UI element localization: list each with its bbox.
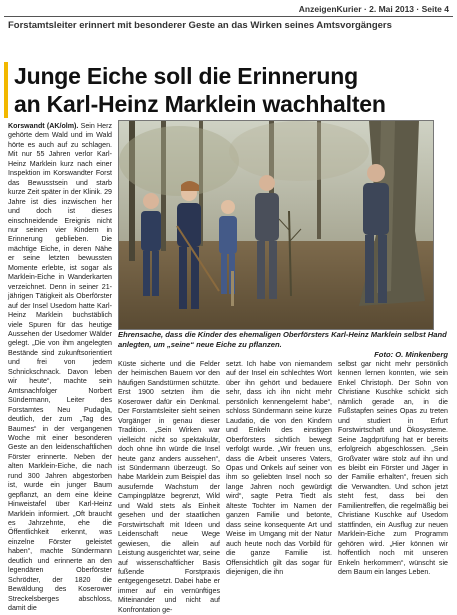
article-column-1 [8,122,112,613]
forest-tree-planting-image [119,121,433,329]
article-column-4 [338,360,448,592]
article-column-2 [118,360,220,614]
headline-block [4,62,452,120]
dateline: Korswandt (AK/olm). [8,122,79,130]
column-4-text: selbst gar nicht mehr persönlich kennen lernen konnten, wie sein Enkel Christoph. Der Sohn von Christiane Kuschke schickt sich nämlich gerade an, in die Fußstapfen seines Opas zu treten und studiert in Erfurt Forstwirtschaft und Ökosysteme. Seine Jagdprüfung hat er bereits erfolgreich abgeschlossen. „Sein Großvater wäre stolz auf ihn und es bleibt ein Förster und Jäger in der Familie erhalten“, freuen sich die Verwandten. Und schon jetzt steht fest, dass bei den Familientreffen, die regelmäßig bei Christiane Kuschke auf Usedom stattfinden, ein Ausflug zur neuen Marklein-Eiche zum Programm gehören wird. „Hier können wir hoffentlich noch mit unseren Enkeln herkommen“, wünscht sie dem Baum ein langes Leben. [338,360,448,576]
headline-line-2: an Karl-Heinz Marklein wachhalten [14,91,386,117]
article-column-3 [226,360,332,592]
photo-caption [118,330,448,360]
column-2-text: Küste sicherte und die Felder der heimischen Bauern vor den häufigen Sandstürmen schützte. Erst 1900 setzten ihm die Koserower dafür ein Denkmal. Der Forstamtsleiter sieht seinen Vorgänger in genau dieser Tradition. „Sein Wirken war vielleicht nicht so spektakulär, doch ohne ihn würde die Insel heute ganz anders aussehen“, ist Sündermann überzeugt. So habe Marklein zum Beispiel das ausufernde Wachstum der Campingplätze begrenzt, Wild und Wald stets als Einheit gesehen und der staatlichen Forstwirtschaft mit Ideen und Leidenschaft neue Wege gewiesen, die allein auf Leistung ausgerichtet war, seine auf wissenschaftlicher Basis fußende Forstpraxis entgegengesetzt. Dabei habe er immer auf ein vernünftiges Miteinander und nicht auf Konfrontation ge- [118,360,220,614]
caption-text: Ehrensache, dass die Kinder des ehemaligen Oberförsters Karl-Heinz Marklein selbst Hand anlegten, um „seine“ neue Eiche zu pflanzen. [118,330,447,349]
column-1-text: Sein Herz gehörte dem Wald und im Wald hörte es auch auf zu schlagen. Mit nur 55 Jahren verlor Karl-Heinz Marklein kurz nach einer Inspektion im Korswandter Forst das Bewusstsein und starb kurze Zeit später in der Klinik. 29 Jahre ist dies inzwischen her und doch ist dieses einschneidende Ereignis nicht nur seinen vier Kindern in Erinnerung geblieben. Die mächtige Eiche, in deren Nähe er seine letzten bewussten Momente erlebte, ist sogar als Marklein-Eiche in Wanderkarten verzeichnet. Denn in seiner 21-jährigen Tätigkeit als Oberförster auf der Insel Usedom hatte Karl-Heinz Marklein buchstäblich viele Spuren für das heutige Aussehen der Usedomer Wälder gelegt. „Die von ihm angelegten Bestände sind zukunftsorientiert und frei von jedem Schnickschnack. Davon leben wir heute“, machte sein Amtsnachfolger Norbert Sündermann, Leiter des Forstamtes Neu Pudagla, deutlich, der zum „Tag des Baumes“ in der vergangenen Woche mit einer besonderen Geste an den leidenschaftlichen Förster erinnerte. Neben der alten Marklein-Eiche, die nach rund 300 Jahren abgestorben ist, wurde ein junger Baum gepflanzt, an dem eine kleine Hinweistafel über Karl-Heinz Marklein informiert. „Oft braucht es Jahrzehnte, ehe die Öffentlichkeit erkennt, was einzelne Förster geleistet haben“, machte Sündermann deutlich und erinnerte an den legendären Oberförster Schrödter, der 1820 die Bewäldung des Koserower Streckelsberges abschloss, damit die [8,122,112,613]
kicker-line: Forstamtsleiter erinnert mit besonderer Geste an das Wirken seines Amtsvorgängers [8,20,392,31]
photo-credit: Foto: O. Minkenberg [374,350,448,359]
headline-accent-bar [4,62,8,118]
masthead: AnzeigenKurier · 2. Mai 2013 · Seite 4 [298,4,449,14]
headline-line-1: Junge Eiche soll die Erinnerung [14,63,358,89]
article-photo [118,120,434,330]
column-3-text: setzt. Ich habe von niemandem auf der Insel ein schlechtes Wort über ihn gehört und bedauere sehr, dass ich ihn nicht mehr persönlich kennengelernt habe“, schloss Sündermann seine kurze Laudatio, die von den Kindern und Enkeln des einstigen Oberförsters sichtlich bewegt verfolgt wurde. „Wir freuen uns, dass die Arbeit unseres Vaters, Opas und Onkels auf seiner von ihm so geliebten Insel noch so lange Jahren noch gewürdigt wird“, sagte Petra Tiedt als älteste Tochter im Namen der ganzen Familie und betonte, dass seine konsequente Art und Weise im Umgang mit der Natur auch heute noch das Vorbild für die ganze Familie ist. Offensichtlich gilt das sogar für diejenigen, die ihn [226,360,332,576]
top-rule [4,16,453,17]
headline [14,62,450,118]
